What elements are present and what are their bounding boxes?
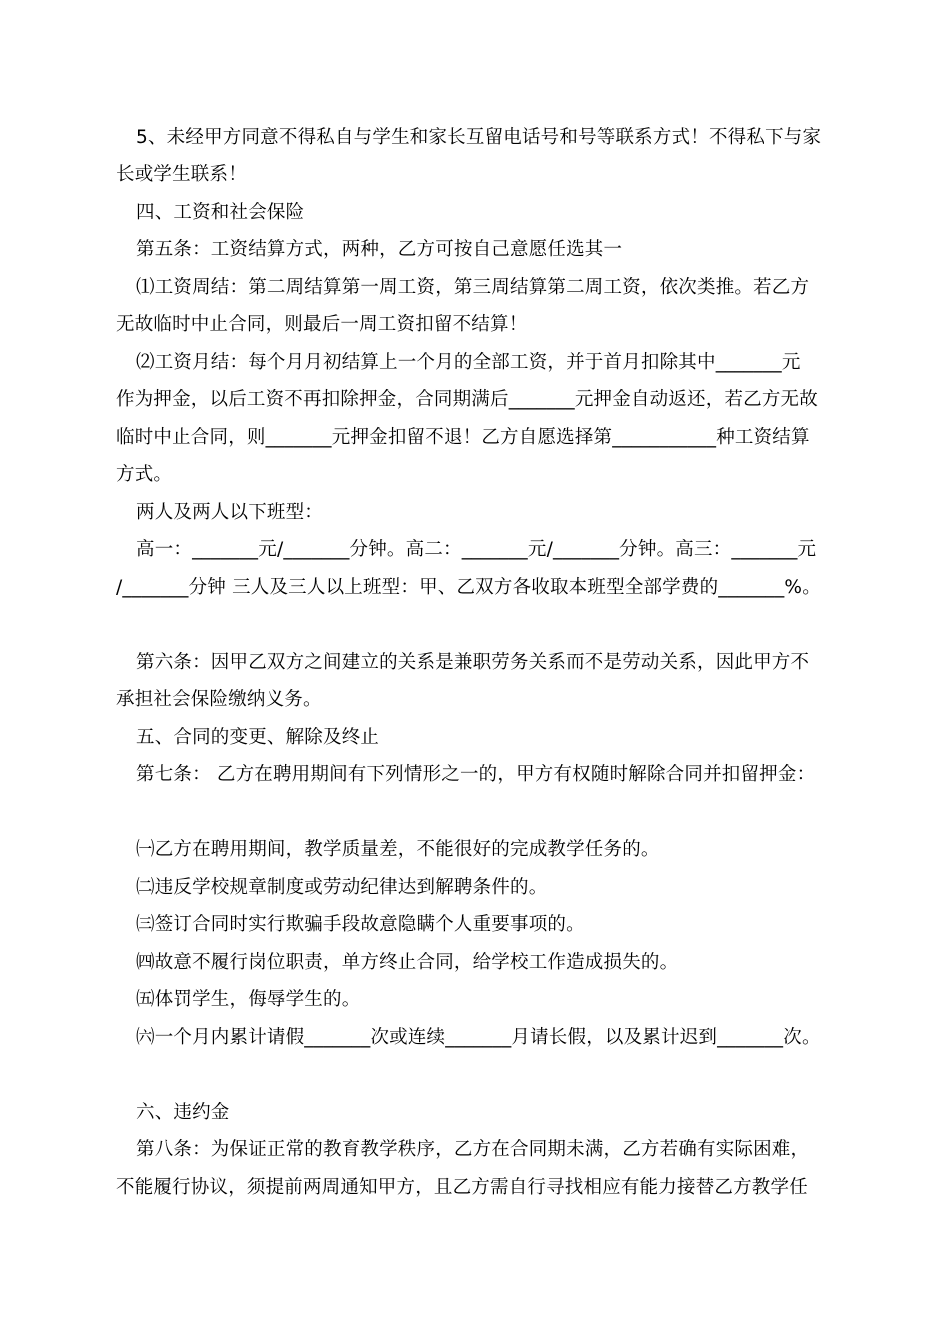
list-item: ㈢签订合同时实行欺骗手段故意隐瞒个人重要事项的。 <box>136 914 585 935</box>
list-item: ㈡违反学校规章制度或劳动纪律达到解聘条件的。 <box>136 877 548 898</box>
text-line: 高一：_______元/_______分钟。高二：_______元/_______分钟。高三：_______元 <box>136 539 817 560</box>
text-line: 第八条：为保证正常的教育教学秩序，乙方在合同期未满，乙方若确有实际困难， <box>136 1139 810 1160</box>
text-line: 方式。 <box>116 464 173 485</box>
section-heading: 四、工资和社会保险 <box>136 202 305 223</box>
text-line: 临时中止合同，则_______元押金扣留不退！乙方自愿选择第___________种工资结算 <box>116 427 810 448</box>
text-line: 不能履行协议，须提前两周通知甲方，且乙方需自行寻找相应有能力接替乙方教学任 <box>116 1177 808 1198</box>
text-line: 作为押金，以后工资不再扣除押金，合同期满后_______元押金自动返还，若乙方无故 <box>116 389 818 410</box>
text-line: /_______分钟 三人及三人以上班型：甲、乙双方各收取本班型全部学费的_______%。 <box>116 577 821 598</box>
text-line: 无故临时中止合同，则最后一周工资扣留不结算！ <box>116 314 528 335</box>
list-item: ㈥一个月内累计请假_______次或连续_______月请长假，以及累计迟到_______次。 <box>136 1027 821 1048</box>
section-heading: 六、违约金 <box>136 1102 230 1123</box>
list-item: ㈠乙方在聘用期间，教学质量差，不能很好的完成教学任务的。 <box>136 839 660 860</box>
section-heading: 五、合同的变更、解除及终止 <box>136 727 380 748</box>
list-item: ㈣故意不履行岗位职责，单方终止合同，给学校工作造成损失的。 <box>136 952 679 973</box>
text-line: 承担社会保险缴纳义务。 <box>116 689 322 710</box>
text-line: 两人及两人以下班型： <box>136 502 324 523</box>
text-line: ⑵工资月结：每个月月初结算上一个月的全部工资，并于首月扣除其中_______元 <box>136 352 801 373</box>
text-line: 5、未经甲方同意不得私自与学生和家长互留电话号和号等联系方式！不得私下与家 <box>136 127 822 148</box>
text-line: 第六条：因甲乙双方之间建立的关系是兼职劳务关系而不是劳动关系，因此甲方不 <box>136 652 810 673</box>
text-line: 长或学生联系！ <box>116 164 247 185</box>
list-item: ㈤体罚学生，侮辱学生的。 <box>136 989 361 1010</box>
text-line: 第七条： 乙方在聘用期间有下列情形之一的，甲方有权随时解除合同并扣留押金： <box>136 764 816 785</box>
text-line: 第五条：工资结算方式，两种，乙方可按自己意愿任选其一 <box>136 239 623 260</box>
text-line: ⑴工资周结：第二周结算第一周工资，第三周结算第二周工资，依次类推。若乙方 <box>136 277 810 298</box>
